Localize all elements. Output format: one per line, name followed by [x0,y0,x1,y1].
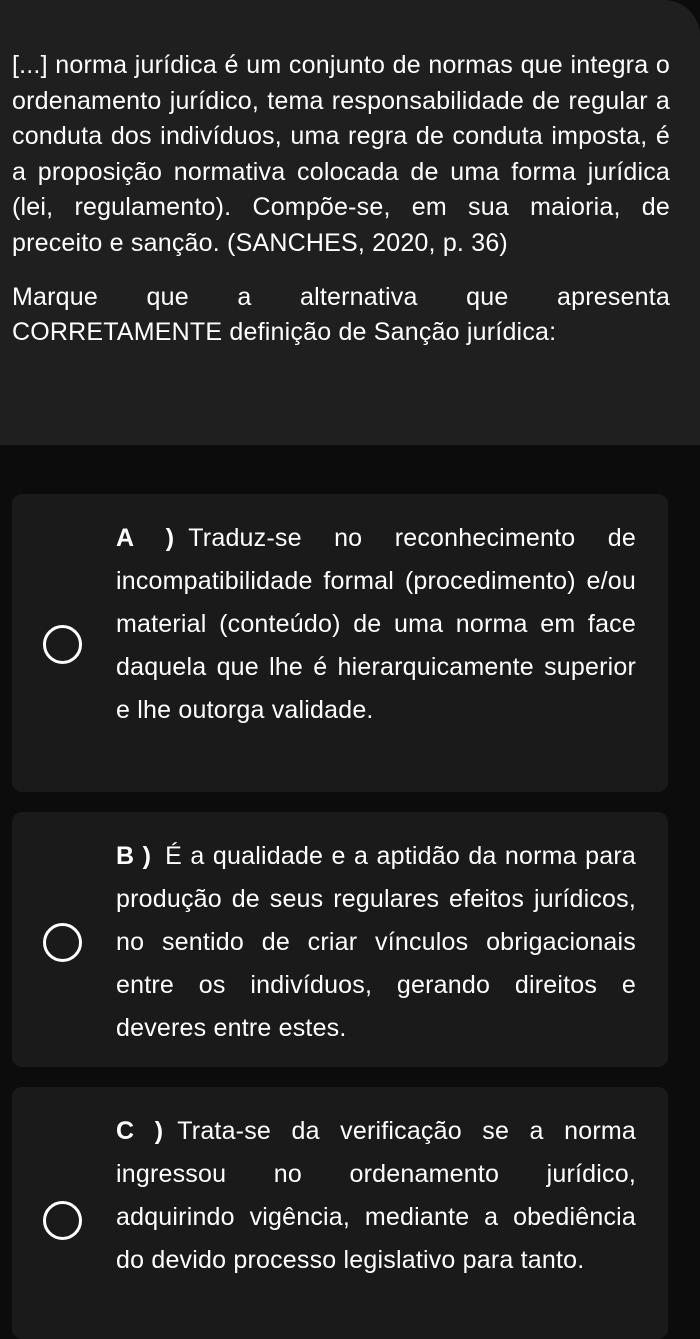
option-a-card[interactable] [12,494,668,792]
option-c-radio[interactable] [43,1201,82,1240]
question-citation: [...] norma jurídica é um conjunto de normas que integra o ordenamento jurídico, tema responsabilidade de regular a conduta dos indivíduos, uma regra de conduta imposta, é a proposição normativa colocada de uma forma jurídica (lei, regulamento). Compõe-se, em sua maioria, de preceito e sanção. (SANCHES, 2020, p. 36) [12,51,670,257]
option-b-radio[interactable] [43,923,82,962]
question-prompt: Marque que a alternativa que apresenta CORRETAMENTE definição de Sanção jurídica: [12,282,670,347]
option-c-label: Trata-se da verificação se a norma ingressou no ordenamento jurídico, adquirindo vigência, mediante a obediência do devido processo legislativo para tanto. [116,1117,636,1274]
option-a-letter: A ) [116,524,175,552]
option-c-text [116,1110,636,1282]
option-a-text [116,517,636,732]
option-b-label: É a qualidade e a aptidão da norma para produção de seus regulares efeitos jurídicos, no sentido de criar vínculos obrigacionais entre os indivíduos, gerando direitos e deveres entre estes. [116,842,636,1042]
option-a-radio[interactable] [43,625,82,664]
option-b-letter: B ) [116,842,152,870]
option-b-card[interactable] [12,812,668,1067]
option-c-card[interactable] [12,1087,668,1339]
question-panel [0,0,700,445]
option-b-text [116,835,636,1050]
option-c-letter: C ) [116,1117,164,1145]
option-a-label: Traduz-se no reconhecimento de incompatibilidade formal (procedimento) e/ou material (conteúdo) de uma norma em face daquela que lhe é hierarquicamente superior e lhe outorga validade. [116,524,636,724]
